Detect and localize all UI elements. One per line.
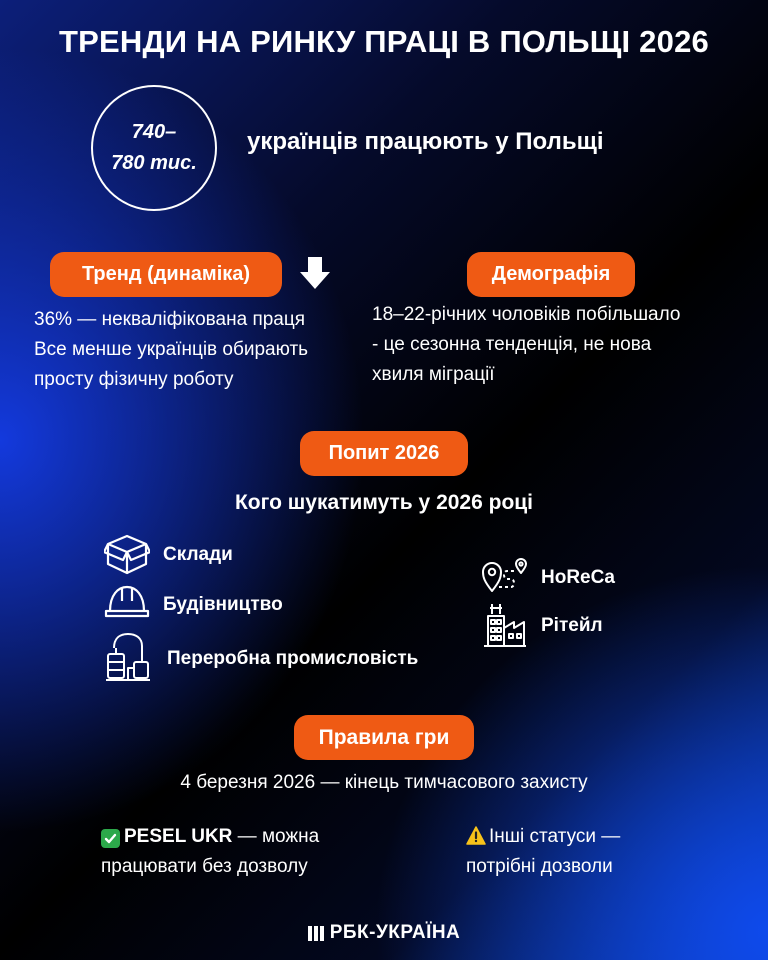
trend-line: Все менше українців обирають [34, 339, 309, 360]
demography-pill [467, 252, 635, 297]
brand-name: РБК-УКРАЇНА [329, 922, 461, 943]
sector-processing-industry: Переробна промисловість [167, 648, 419, 669]
pesel-label: PESEL UKR [124, 826, 233, 847]
headline-number-line1: 740– [131, 121, 177, 143]
sector-retail: Рітейл [541, 615, 603, 636]
trend-line: просту фізичну роботу [34, 369, 234, 390]
demography-label: Демографія [491, 263, 611, 285]
other-statuses-line1: Інші статуси — [489, 826, 621, 847]
rules-pill [294, 715, 474, 760]
rules-label: Правила гри [318, 725, 450, 749]
trend-line: 36% — некваліфікована праця [34, 309, 306, 330]
rules-date-line: 4 березня 2026 — кінець тимчасового захисту [180, 772, 588, 793]
route-pin-icon [481, 557, 531, 595]
demography-text [372, 300, 681, 390]
rules-left [101, 822, 319, 882]
headline-caption: українців працюють у Польщі [247, 128, 604, 155]
footer [0, 922, 768, 944]
trend-text [34, 305, 308, 395]
factory-equipment-icon [104, 632, 152, 682]
sector-construction: Будівництво [163, 594, 283, 615]
trend-label: Тренд (динаміка) [81, 263, 251, 285]
sector-horeca: HoReCa [541, 567, 615, 588]
rbc-logo-icon [308, 925, 324, 942]
demography-line: хвиля міграції [372, 364, 495, 385]
demand-label: Попит 2026 [328, 442, 440, 464]
rules-right [466, 822, 620, 882]
demand-pill [300, 431, 468, 476]
other-statuses-line2: потрібні дозволи [466, 856, 613, 877]
arrow-down-icon [298, 255, 332, 291]
trend-pill [50, 252, 282, 297]
headline-number-circle [91, 85, 217, 211]
demand-subtitle: Кого шукатимуть у 2026 році [234, 491, 534, 514]
check-icon [101, 829, 120, 848]
page-title: ТРЕНДИ НА РИНКУ ПРАЦІ В ПОЛЬЩІ 2026 [59, 24, 709, 59]
box-icon [104, 532, 150, 576]
hard-hat-icon [104, 581, 150, 621]
demography-line: 18–22-річних чоловіків побільшало [372, 304, 681, 325]
building-icon [482, 602, 526, 648]
sector-warehouses: Склади [163, 544, 233, 565]
demography-line: - це сезонна тенденція, не нова [372, 334, 652, 355]
headline-number-line2: 780 тис. [111, 152, 197, 174]
warning-icon [466, 826, 486, 845]
pesel-line2: працювати без дозволу [101, 856, 308, 877]
pesel-rest: — можна [232, 826, 320, 847]
